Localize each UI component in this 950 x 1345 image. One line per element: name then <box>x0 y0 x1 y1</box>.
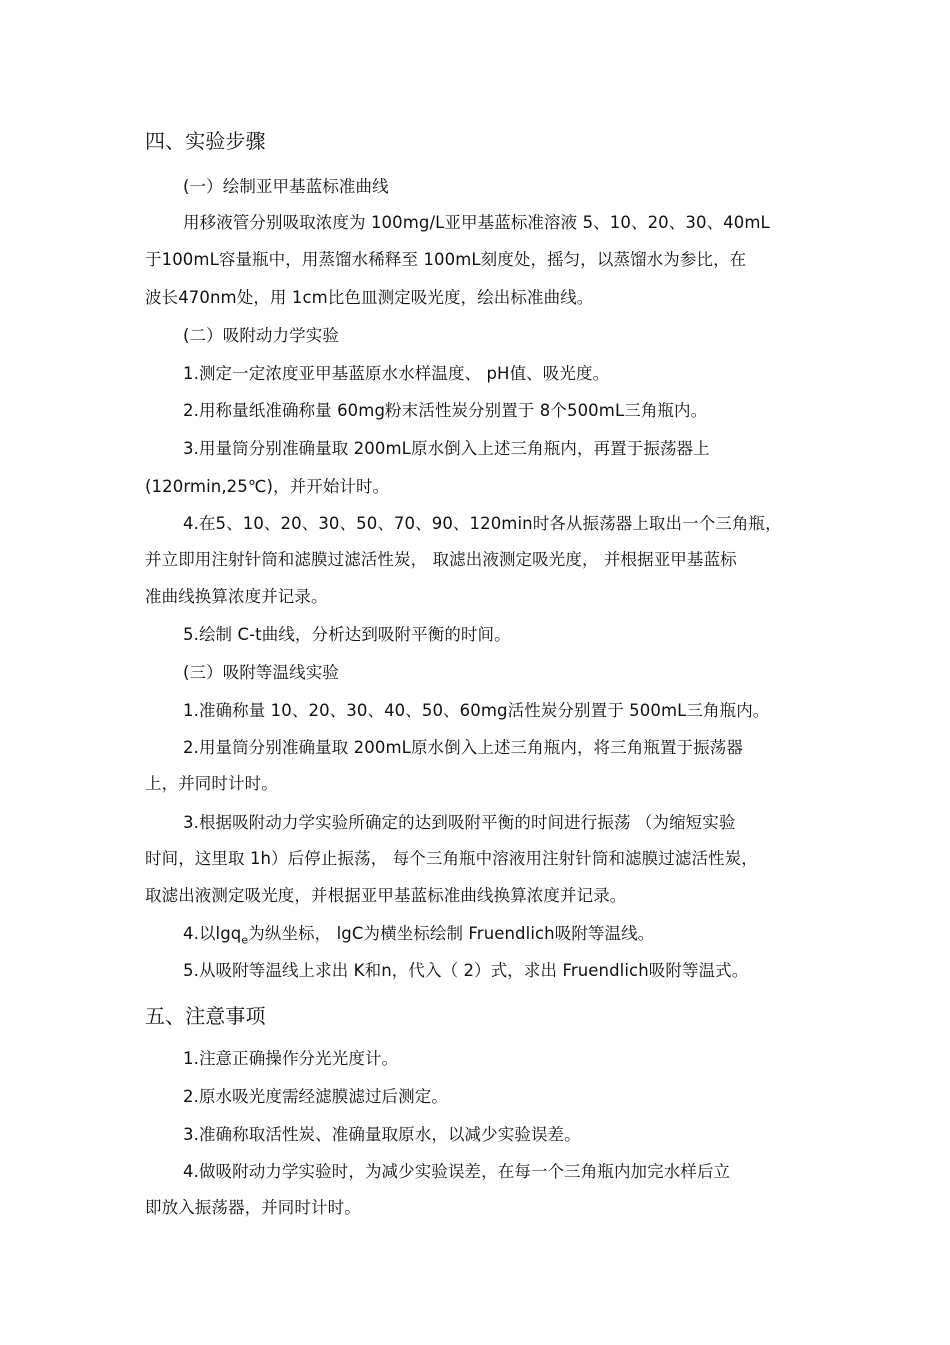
section-heading-precautions: 五、注意事项 <box>145 1004 266 1028</box>
paragraph-line: 上，并同时计时。 <box>145 774 278 793</box>
text-segment: 为纵坐标， lgC为横坐标绘制 Fruendlich吸附等温线。 <box>248 924 655 943</box>
paragraph-line: 2.用称量纸准确称量 60mg粉末活性炭分别置于 8个500mL三角瓶内。 <box>183 401 708 420</box>
paragraph-line: 4.做吸附动力学实验时，为减少实验误差，在每一个三角瓶内加完水样后立 <box>183 1162 731 1181</box>
paragraph-line: (120rmin,25℃)，并开始计时。 <box>145 477 390 496</box>
paragraph-line: 用移液管分别吸取浓度为 100mg/L亚甲基蓝标准溶液 5、10、20、30、40mL <box>183 213 770 232</box>
paragraph-line: 波长470nm处，用 1cm比色皿测定吸光度，绘出标准曲线。 <box>145 288 594 307</box>
paragraph-line: 2.用量筒分别准确量取 200mL原水倒入上述三角瓶内，将三角瓶置于振荡器 <box>183 738 743 757</box>
paragraph-line: 1.注意正确操作分光光度计。 <box>183 1049 399 1068</box>
paragraph-line: 4.在5、10、20、30、50、70、90、120min时各从振荡器上取出一个三角瓶， <box>183 514 782 533</box>
paragraph-line: 取滤出液测定吸光度，并根据亚甲基蓝标准曲线换算浓度并记录。 <box>145 886 627 905</box>
paragraph-line: 于100mL容量瓶中，用蒸馏水稀释至 100mL刻度处，摇匀，以蒸馏水为参比，在 <box>145 250 747 269</box>
paragraph-line: 即放入振荡器，并同时计时。 <box>145 1198 361 1217</box>
paragraph-line: 1.测定一定浓度亚甲基蓝原水水样温度、 pH值、吸光度。 <box>183 364 610 383</box>
section-heading-steps: 四、实验步骤 <box>145 129 266 153</box>
subsection-title-kinetics: (二）吸附动力学实验 <box>183 326 339 345</box>
subsection-title-isotherm: (三）吸附等温线实验 <box>183 663 339 682</box>
paragraph-line: 5.绘制 C-t曲线，分析达到吸附平衡的时间。 <box>183 625 511 644</box>
paragraph-line: 准曲线换算浓度并记录。 <box>145 587 328 606</box>
paragraph-line: 3.准确称取活性炭、准确量取原水，以减少实验误差。 <box>183 1125 581 1144</box>
text-segment: 4.以lgq <box>183 924 242 943</box>
paragraph-line-with-subscript <box>183 923 654 951</box>
paragraph-line: 2.原水吸光度需经滤膜滤过后测定。 <box>183 1087 448 1106</box>
subscript-e: e <box>241 933 249 947</box>
paragraph-line: 时间，这里取 1h）后停止振荡， 每个三角瓶中溶液用注射针筒和滤膜过滤活性炭， <box>145 849 758 868</box>
subsection-title-standard-curve: (一）绘制亚甲基蓝标准曲线 <box>183 177 389 196</box>
paragraph-line: 1.准确称量 10、20、30、40、50、60mg活性炭分别置于 500mL三角瓶内。 <box>183 701 770 720</box>
paragraph-line: 3.用量筒分别准确量取 200mL原水倒入上述三角瓶内，再置于振荡器上 <box>183 439 710 458</box>
paragraph-line: 并立即用注射针筒和滤膜过滤活性炭， 取滤出液测定吸光度， 并根据亚甲基蓝标 <box>145 550 737 569</box>
paragraph-line: 3.根据吸附动力学实验所确定的达到吸附平衡的时间进行振荡 （为缩短实验 <box>183 813 736 832</box>
paragraph-line: 5.从吸附等温线上求出 K和n，代入（ 2）式，求出 Fruendlich吸附等温式。 <box>183 961 749 980</box>
